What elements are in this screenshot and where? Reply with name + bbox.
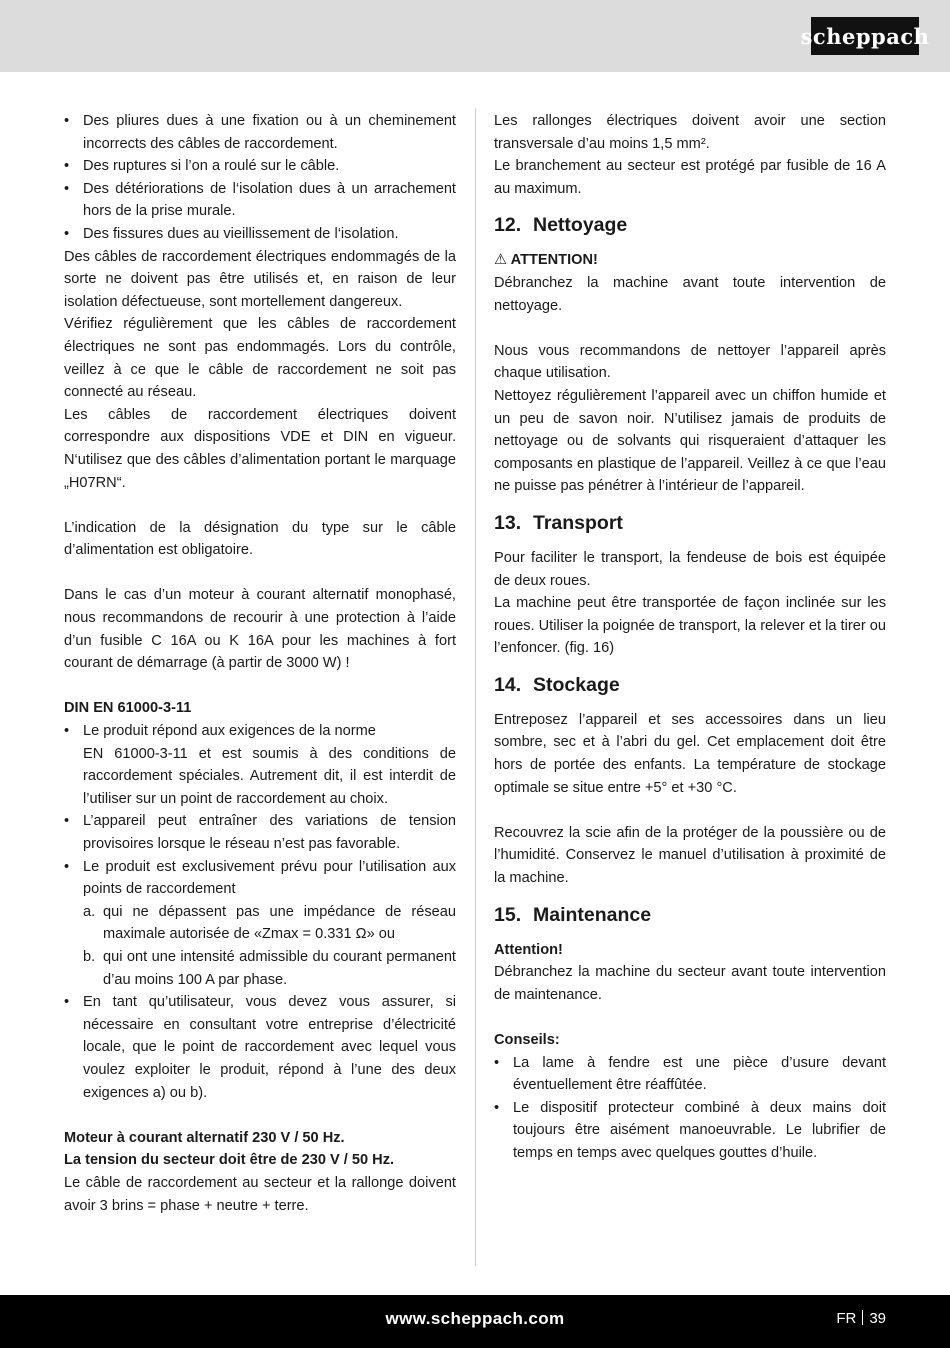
paragraph: Le branchement au secteur est protégé par fusible de 16 A au maximum. <box>494 158 886 197</box>
paragraph: Les câbles de raccordement électriques doivent correspondre aux dispositions VDE et DIN en vigueur. N‘utilisez que des câbles d’alimentation portant le marquage „H07RN“. <box>64 406 456 491</box>
language-code: FR <box>836 1310 857 1327</box>
paragraph: Débranchez la machine du secteur avant toute intervention de maintenance. <box>494 964 886 1003</box>
warning-text: ATTENTION! <box>510 252 598 269</box>
motor-heading: Moteur à courant alternatif 230 V / 50 Hz. <box>64 1129 345 1146</box>
attention-label: Attention! <box>494 941 563 958</box>
section-heading-15 <box>494 901 886 929</box>
bullet-item <box>64 720 456 810</box>
paragraph: Débranchez la machine avant toute intervention de nettoyage. <box>494 274 886 314</box>
separator <box>862 1310 863 1325</box>
section-title: Transport <box>533 511 623 534</box>
warning-icon: ⚠ <box>494 252 508 269</box>
bullet-item: • Des détériorations de l‘isolation dues à un arrachement hors de la prise murale. <box>64 178 456 223</box>
section-heading-14 <box>494 671 886 699</box>
paragraph: Entreposez l’appareil et ses accessoires dans un lieu sombre, sec et à l’abri du gel. Cet emplacement doit être hors de portée des enfants. La température de stockage optimale se situe entre +5° et +30 °C. <box>494 711 886 796</box>
section-title: Stockage <box>533 673 620 696</box>
left-column <box>64 110 456 1217</box>
page-number <box>836 1310 886 1327</box>
page-num: 39 <box>869 1310 886 1327</box>
sub-item-a <box>64 901 456 946</box>
paragraph: Vérifiez régulièrement que les câbles de raccordement électriques ne sont pas endommagés. Lors du contrôle, veillez à ce que le câble de raccordement ne soit pas connecté au réseau. <box>64 316 456 401</box>
section-heading-12 <box>494 211 886 239</box>
section-number: 14. <box>494 673 522 696</box>
bullet-item: • La lame à fendre est une pièce d’usure devant éventuellement être réaffûtée. <box>494 1052 886 1097</box>
voltage-heading: La tension du secteur doit être de 230 V / 50 Hz. <box>64 1152 395 1169</box>
sub-text: qui ont une intensité admissible du courant permanent d’au moins 100 A par phase. <box>103 948 456 988</box>
paragraph: Recouvrez la scie afin de la protéger de la poussière ou de l’humidité. Conservez le manuel d’utilisation à proximité de la machine. <box>494 824 886 887</box>
paragraph: Nous vous recommandons de nettoyer l’appareil après chaque utilisation. <box>494 342 886 382</box>
paragraph: Des câbles de raccordement électriques endommagés de la sorte ne doivent pas être utilisés et, en raison de leur isolation défectueuse, sont mortellement dangereux. <box>64 248 456 310</box>
sub-marker: b. <box>83 948 96 965</box>
footer-bar <box>0 1295 950 1348</box>
section-number: 12. <box>494 214 522 237</box>
din-heading: DIN EN 61000-3-11 <box>64 700 192 717</box>
bullet-line: • Le produit répond aux exigences de la norme <box>83 723 376 740</box>
sub-marker: a. <box>83 903 96 920</box>
tips-label: Conseils: <box>494 1032 560 1048</box>
header-bar <box>0 0 950 72</box>
column-divider <box>475 108 476 1266</box>
right-column <box>494 110 886 1165</box>
bullet-item: • L’appareil peut entraîner des variations de tension provisoires lorsque le réseau n’est pas favorable. <box>64 810 456 855</box>
scheppach-logo <box>800 17 930 55</box>
bullet-item: • Le produit est exclusivement prévu pour l’utilisation aux points de raccordement <box>64 856 456 901</box>
sub-item-b <box>64 946 456 991</box>
bullet-item: • Le dispositif protecteur combiné à deux mains doit toujours être aisément manoeuvrable. Le lubrifier de temps en temps avec quelques gouttes d’huile. <box>494 1097 886 1165</box>
website-url: www.scheppach.com <box>385 1309 565 1328</box>
section-number: 13. <box>494 511 522 534</box>
section-heading-13 <box>494 509 886 537</box>
bullet-item: • Des ruptures si l’on a roulé sur le câble. <box>64 155 456 178</box>
bullet-item: • Des fissures dues au vieillissement de l‘isolation. <box>64 223 456 246</box>
warning-label <box>494 249 886 272</box>
paragraph: Pour faciliter le transport, la fendeuse de bois est équipée de deux roues. <box>494 549 886 589</box>
paragraph: L’indication de la désignation du type sur le câble d’alimentation est obligatoire. <box>64 519 456 559</box>
sub-text: qui ne dépassent pas une impédance de réseau maximale autorisée de «Zmax = 0.331 Ω» ou <box>103 903 456 943</box>
paragraph: Nettoyez régulièrement l’appareil avec un chiffon humide et un peu de savon noir. N’utilisez jamais de produits de nettoyage ou de solvants qui risqueraient d’attaquer les composants en plastique de l’appareil. Veillez à ce que l’eau ne puisse pas pénétrer à l’intérieur de l’appareil. <box>494 387 886 495</box>
paragraph: La machine peut être transportée de façon inclinée sur les roues. Utiliser la poignée de transport, la relever et la tirer ou l’enfoncer. (fig. 16) <box>494 595 886 657</box>
paragraph: Les rallonges électriques doivent avoir une section transversale d’au moins 1,5 mm². <box>494 113 886 152</box>
bullet-item: • En tant qu’utilisateur, vous devez vous assurer, si nécessaire en consultant votre entreprise d’électricité locale, que le point de raccordement avec lequel vous voulez exploiter le produit, répond à l’une des deux exigences a) ou b). <box>64 991 456 1104</box>
paragraph: Dans le cas d’un moteur à courant alternatif monophasé, nous recommandons de recourir à une protection à l’aide d’un fusible C 16A ou K 16A pour les machines à fort courant de démarrage (à partir de 3000 W) ! <box>64 587 456 672</box>
section-title: Maintenance <box>533 903 652 926</box>
section-number: 15. <box>494 903 522 926</box>
logo-text: scheppach <box>800 23 930 49</box>
paragraph: Le câble de raccordement au secteur et la rallonge doivent avoir 3 brins = phase + neutre + terre. <box>64 1174 456 1214</box>
bullet-line: EN 61000-3-11 et est soumis à des conditions de raccordement spéciales. Autrement dit, il est interdit de l’utiliser sur un point de raccordement au choix. <box>83 745 456 807</box>
bullet-item: • Des pliures dues à une fixation ou à un cheminement incorrects des câbles de raccordement. <box>64 110 456 155</box>
section-title: Nettoyage <box>533 214 628 237</box>
